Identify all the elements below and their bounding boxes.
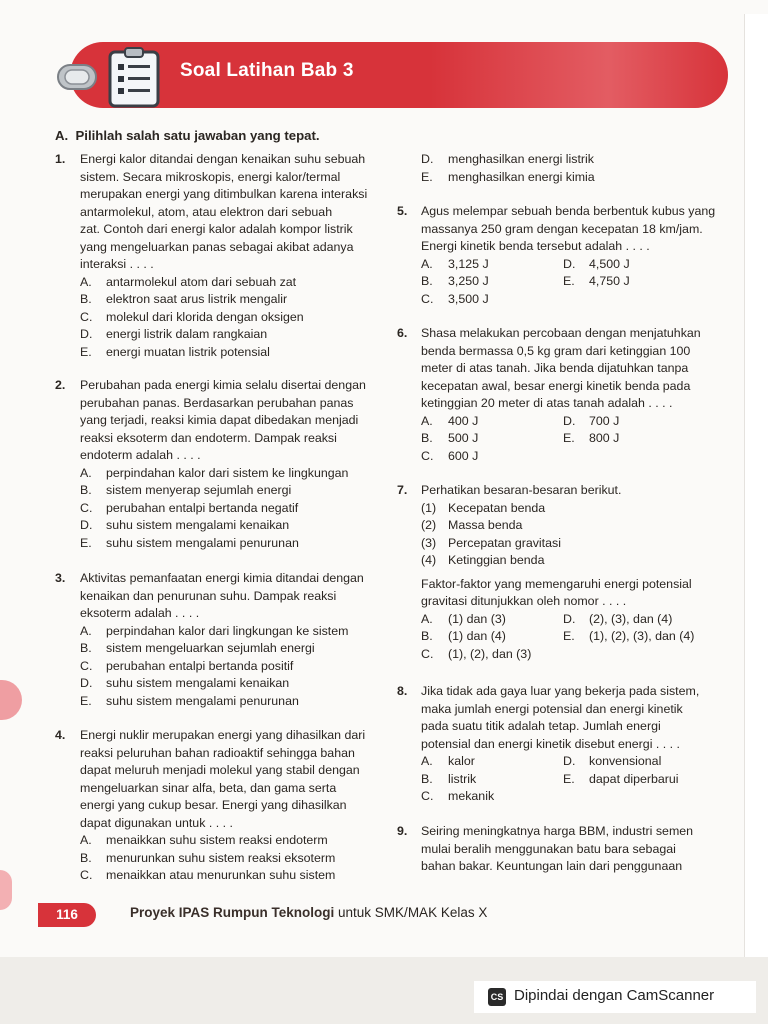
option-text: sistem menyerap sejumlah energi	[106, 483, 292, 497]
option-key: C.	[80, 868, 93, 882]
section-heading	[55, 128, 320, 143]
question-text-line: mulai beralih menggunakan batu bara sebagai	[421, 841, 676, 856]
option-text: 700 J	[589, 413, 620, 428]
question-number: 4.	[55, 728, 66, 742]
book-title-rest: untuk SMK/MAK Kelas X	[334, 905, 488, 920]
question-number: 5.	[397, 204, 408, 218]
option-key: A.	[421, 256, 433, 271]
option-text: (2), (3), dan (4)	[589, 611, 673, 626]
question-text-line: maka jumlah energi potensial dan energi kinetik	[421, 701, 683, 716]
question-text-line: eksoterm adalah . . . .	[80, 606, 200, 620]
option-key: A.	[80, 274, 92, 289]
question-text-line: potensial dan energi kinetik disebut energi . . . .	[421, 736, 680, 751]
question-text-line: pada suatu titik adalah tetap. Jumlah energi	[421, 719, 661, 733]
question-text-line: Jika tidak ada gaya luar yang bekerja pada sistem,	[421, 684, 700, 698]
question-text-line: Energi kalor ditandai dengan kenaikan suhu sebuah	[80, 152, 366, 166]
option-key: C.	[80, 500, 93, 515]
option-text: antarmolekul atom dari sebuah zat	[106, 274, 297, 289]
option-text: (1) dan (3)	[448, 611, 506, 626]
option-key: A.	[421, 754, 433, 768]
option-text: 4,500 J	[589, 256, 630, 271]
item-text: Percepatan gravitasi	[448, 535, 561, 550]
option-key: D.	[421, 152, 434, 166]
option-key: B.	[421, 274, 433, 288]
question-text-line: Perhatikan besaran-besaran berikut.	[421, 483, 622, 497]
option-text: (1) dan (4)	[448, 629, 506, 643]
option-text: 400 J	[448, 413, 479, 428]
question-text-line: mengeluarkan sinar alfa, beta, dan gama serta	[80, 780, 337, 795]
page-decoration	[0, 870, 12, 910]
item-number: (3)	[421, 535, 437, 550]
question-text-line: reaksi eksoterm dan endoterm. Dampak reaksi	[80, 430, 337, 445]
question-text-line: endoterm adalah . . . .	[80, 448, 201, 462]
option-text: suhu sistem mengalami kenaikan	[106, 518, 290, 532]
scanner-watermark-text: Dipindai dengan CamScanner	[514, 987, 715, 1004]
question-number: 7.	[397, 483, 408, 497]
option-text: mekanik	[448, 789, 495, 803]
option-text: menurunkan suhu sistem reaksi eksoterm	[106, 850, 336, 865]
option-text: kalor	[448, 754, 475, 768]
option-key: E.	[563, 274, 575, 288]
scanner-watermark	[474, 981, 756, 1013]
option-text: perpindahan kalor dari lingkungan ke sistem	[106, 623, 349, 638]
question-text-line: Energi nuklir merupakan energi yang dihasilkan dari	[80, 728, 366, 742]
option-text: molekul dari klorida dengan oksigen	[106, 309, 304, 324]
option-text: elektron saat arus listrik mengalir	[106, 292, 288, 306]
question-text-line: antarmolekul, atom, atau elektron dari sebuah	[80, 204, 333, 219]
option-text: konvensional	[589, 754, 662, 768]
question-text-line: merupakan energi yang ditimbulkan karena interaksi	[80, 187, 368, 201]
option-text: menghasilkan energi listrik	[448, 152, 595, 166]
option-key: A.	[421, 611, 433, 626]
section-label: A.	[55, 128, 69, 143]
book-footer	[130, 905, 487, 920]
question-text-line: energi yang cukup besar. Energi yang dihasilkan	[80, 798, 347, 812]
question-text-line: dapat meluruh menjadi molekul yang stabil dengan	[80, 763, 360, 777]
item-text: Massa benda	[448, 518, 523, 532]
question-number: 9.	[397, 824, 408, 838]
question-text-line: kecepatan awal, besar energi kinetik benda pada	[421, 378, 691, 393]
book-title-bold: Proyek IPAS Rumpun Teknologi	[130, 905, 335, 920]
question-text-line: meter di atas tanah. Jika benda dijatuhkan tanpa	[421, 361, 689, 375]
option-key: A.	[421, 413, 433, 428]
question-text-line: gravitasi ditunjukkan oleh nomor . . . .	[421, 594, 627, 608]
page-title: Soal Latihan Bab 3	[180, 60, 354, 81]
camscanner-logo-icon: CS	[488, 988, 506, 1006]
binder-clip-icon	[55, 57, 99, 97]
option-key: C.	[421, 291, 434, 306]
option-key: C.	[80, 658, 93, 673]
option-key: B.	[80, 641, 92, 655]
option-text: listrik	[448, 771, 477, 786]
option-text: suhu sistem mengalami penurunan	[106, 693, 299, 708]
option-text: suhu sistem mengalami penurunan	[106, 535, 299, 550]
option-text: perubahan entalpi bertanda positif	[106, 658, 294, 673]
option-text: menaikkan atau menurunkan suhu sistem	[106, 868, 336, 882]
question-text-line: dapat digunakan untuk . . . .	[80, 815, 233, 830]
question-text-line: perubahan panas. Berdasarkan perubahan panas	[80, 395, 354, 410]
option-key: C.	[80, 309, 93, 324]
option-text: 4,750 J	[589, 274, 630, 288]
option-text: energi listrik dalam rangkaian	[106, 327, 268, 341]
option-text: (1), (2), dan (3)	[448, 646, 532, 661]
section-title: Pilihlah salah satu jawaban yang tepat.	[75, 128, 320, 143]
option-text: suhu sistem mengalami kenaikan	[106, 676, 290, 690]
option-key: D.	[80, 518, 93, 532]
option-text: 800 J	[589, 431, 620, 445]
option-key: C.	[421, 646, 434, 661]
question-number: 8.	[397, 684, 408, 698]
question-text-line: interaksi . . . .	[80, 257, 154, 271]
option-text: 3,125 J	[448, 256, 489, 271]
option-key: D.	[563, 611, 576, 626]
question-text-line: sistem. Secara mikroskopis, energi kalor/termal	[80, 169, 341, 184]
adjacent-page-edge	[744, 14, 768, 957]
option-key: E.	[563, 431, 575, 445]
question-text-line: reaksi peluruhan bahan radioaktif sehingga bahan	[80, 745, 355, 760]
question-text-line: yang mengeluarkan panas sebagai akibat adanya	[80, 239, 354, 254]
option-text: energi muatan listrik potensial	[106, 344, 270, 359]
option-key: E.	[80, 344, 92, 359]
question-number: 3.	[55, 571, 66, 585]
option-key: B.	[80, 292, 92, 306]
clipboard-checklist-icon	[107, 46, 161, 108]
option-key: D.	[80, 676, 93, 690]
item-number: (1)	[421, 500, 437, 515]
question-number: 1.	[55, 152, 66, 166]
option-key: A.	[80, 833, 92, 847]
option-text: 600 J	[448, 448, 479, 463]
question-text-line: Agus melempar sebuah benda berbentuk kubus yang	[421, 204, 716, 218]
option-text: (1), (2), (3), dan (4)	[589, 629, 695, 643]
option-key: E.	[421, 169, 433, 184]
option-text: 3,500 J	[448, 291, 489, 306]
item-text: Ketinggian benda	[448, 553, 545, 567]
question-text-line: Shasa melakukan percobaan dengan menjatuhkan	[421, 326, 701, 340]
question-text-line: yang terjadi, reaksi kimia dapat dibedakan menjadi	[80, 413, 359, 427]
question-number: 2.	[55, 378, 66, 392]
question-text-line: Faktor-faktor yang memengaruhi energi potensial	[421, 576, 692, 591]
option-text: menghasilkan energi kimia	[448, 169, 595, 184]
option-key: D.	[563, 754, 576, 768]
question-text-line: bahan bakar. Keuntungan lain dari penggunaan	[421, 859, 683, 873]
question-text-line: massanya 250 gram dengan kecepatan 18 km/jam.	[421, 221, 703, 236]
option-text: 3,250 J	[448, 274, 489, 288]
option-text: perubahan entalpi bertanda negatif	[106, 500, 299, 515]
option-key: B.	[80, 850, 92, 865]
option-key: A.	[80, 465, 92, 480]
option-key: C.	[421, 789, 434, 803]
option-key: E.	[563, 771, 575, 786]
option-text: perpindahan kalor dari sistem ke lingkungan	[106, 465, 349, 480]
question-text-line: Energi kinetik benda tersebut adalah . . . .	[421, 239, 650, 253]
option-text: menaikkan suhu sistem reaksi endoterm	[106, 833, 328, 847]
option-key: B.	[80, 483, 92, 497]
option-key: A.	[80, 623, 92, 638]
option-key: E.	[80, 535, 92, 550]
item-text: Kecepatan benda	[448, 500, 546, 515]
question-text-line: Aktivitas pemanfaatan energi kimia ditandai dengan	[80, 571, 364, 585]
option-text: sistem mengeluarkan sejumlah energi	[106, 641, 315, 655]
question-text-line: kenaikan dan penurunan suhu. Dampak reaksi	[80, 588, 337, 603]
item-number: (4)	[421, 553, 437, 567]
option-text: 500 J	[448, 431, 479, 445]
option-text: dapat diperbarui	[589, 771, 679, 786]
question-number: 6.	[397, 326, 408, 340]
option-key: B.	[421, 431, 433, 445]
question-text-line: ketinggian 20 meter di atas tanah adalah . . . .	[421, 396, 673, 410]
question-text-line: Seiring meningkatnya harga BBM, industri semen	[421, 824, 694, 838]
question-text-line: benda bermassa 0,5 kg gram dari ketinggian 100	[421, 343, 691, 358]
option-key: D.	[563, 413, 576, 428]
page-number: 116	[38, 903, 96, 927]
option-key: B.	[421, 629, 433, 643]
option-key: E.	[80, 693, 92, 708]
option-key: B.	[421, 771, 433, 786]
option-key: D.	[80, 327, 93, 341]
option-key: C.	[421, 448, 434, 463]
banner-highlight	[430, 42, 728, 108]
option-key: E.	[563, 629, 575, 643]
question-text-line: Perubahan pada energi kimia selalu disertai dengan	[80, 378, 366, 392]
question-text-line: zat. Contoh dari energi kalor adalah kompor listrik	[80, 222, 353, 236]
option-key: D.	[563, 256, 576, 271]
item-number: (2)	[421, 518, 437, 532]
